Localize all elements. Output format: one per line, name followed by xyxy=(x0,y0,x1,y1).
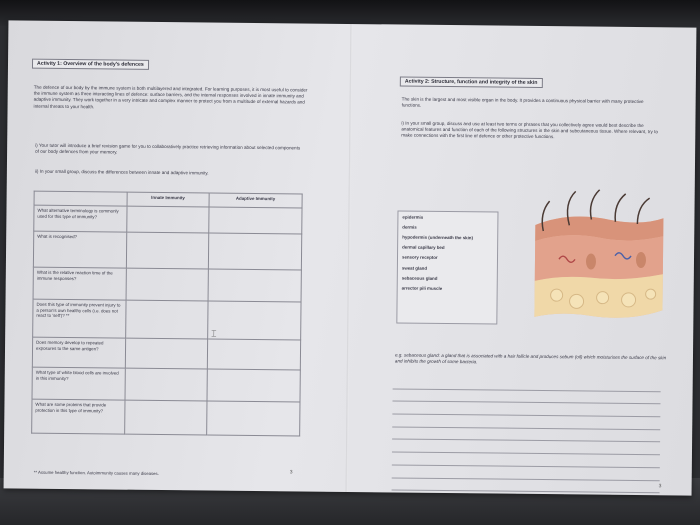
innate-answer-cell[interactable] xyxy=(125,368,207,401)
list-item: sebaceous gland xyxy=(401,275,438,281)
text-cursor-icon: ⌶ xyxy=(211,328,217,339)
activity-2-intro: The skin is the largest and most visible organ in the body. It provides a continuous physical barrier with many protective functions. xyxy=(401,96,644,108)
list-item: epidermis xyxy=(402,214,424,220)
skin-cross-section-illustration xyxy=(528,189,669,330)
activity-1-item-ii: ii) In your small group, discuss the differences between innate and adaptive immunity. xyxy=(34,168,209,176)
activity-1-title: Activity 1: Overview of the body's defences xyxy=(32,59,149,70)
adaptive-answer-cell[interactable] xyxy=(207,339,300,370)
list-item: sweat gland xyxy=(401,265,428,271)
list-item: hypodermis (underneath the skin) xyxy=(402,234,473,241)
adaptive-answer-cell[interactable] xyxy=(207,369,300,402)
page-fold xyxy=(346,24,353,492)
table-row-question: What type of white blood cells are involved in this immunity? xyxy=(32,367,125,400)
innate-answer-cell[interactable] xyxy=(127,206,209,233)
immunity-comparison-table xyxy=(31,191,303,437)
left-page-number: 3 xyxy=(289,469,293,476)
right-page-number: 3 xyxy=(658,483,662,490)
activity-1-intro: The defence of our body by the immune system is both multilayered and integrated. For learning purposes, it is most useful to consider the immune system as three interacting lines of defence: surface barriers, and the internal responses involved in innate immunity and adaptive immunity. They work together in a very intricate and complex manner to protect you from a multitude of external hazards and internal threats to your health. xyxy=(33,84,308,109)
innate-answer-cell[interactable] xyxy=(125,400,207,435)
activity-2-title: Activity 2: Structure, function and integrity of the skin xyxy=(400,77,543,88)
table-footnote: ** Assume healthy function. Autoimmunity causes many diseases. xyxy=(33,469,159,477)
table-header-blank xyxy=(34,191,127,206)
adaptive-answer-cell[interactable] xyxy=(209,207,302,234)
list-item: arrector pili muscle xyxy=(401,285,443,291)
adaptive-answer-cell[interactable] xyxy=(208,269,301,302)
table-row-question: What is recognised? xyxy=(33,231,126,268)
sebaceous-gland-example: e.g. sebaceous gland: a gland that is associated with a hair follicle and produces sebum (oil) which moisturises the surface of the skin and inhibits the growth of some bacteria. xyxy=(394,352,667,365)
table-row-question: Does memory develop to repeated exposures to the same antigen? xyxy=(32,337,125,368)
list-item: dermis xyxy=(402,224,417,230)
table-row-question: Does this type of immunity prevent injury to a person's own healthy cells (i.e. does not react to 'self')? ** xyxy=(33,299,126,338)
table-header-innate: Innate Immunity xyxy=(127,192,209,207)
answer-line[interactable] xyxy=(392,478,660,493)
activity-1-item-i: i) Your tutor will introduce a brief revision game for you to collaboratively practice retrieving information about selected components of our body defences from your memory. xyxy=(35,142,301,155)
innate-answer-cell[interactable] xyxy=(126,268,208,301)
adaptive-answer-cell[interactable] xyxy=(206,401,300,436)
innate-answer-cell[interactable] xyxy=(126,300,208,339)
innate-answer-cell[interactable] xyxy=(125,338,207,369)
table-row-question: What alternative terminology is commonly used for this type of immunity? xyxy=(34,205,127,232)
list-item: dermal capillary bed xyxy=(402,244,445,251)
table-row-question: What are some proteins that provide protection in this type of immunity? xyxy=(32,399,125,434)
answer-lines[interactable] xyxy=(392,376,661,493)
list-item: sensory receptor xyxy=(401,254,438,261)
adaptive-answer-cell[interactable] xyxy=(208,233,302,270)
table-row-question: What is the relative reaction time of the immune responses? xyxy=(33,267,126,300)
worksheet-page xyxy=(4,20,697,495)
activity-2-item-i: i) In your small group, discuss and use at least two terms or phrases that you collectively agree would best describe the anatomical features and function of each of the following structures in the skin and subcutaneous tissue. Where relevant, try to make connections with the first line of defence or other protective functions. xyxy=(401,120,659,140)
adaptive-answer-cell[interactable] xyxy=(207,301,301,340)
table-header-adaptive: Adaptive Immunity xyxy=(209,193,302,208)
skin-structures-list xyxy=(396,210,498,324)
innate-answer-cell[interactable] xyxy=(126,232,208,269)
